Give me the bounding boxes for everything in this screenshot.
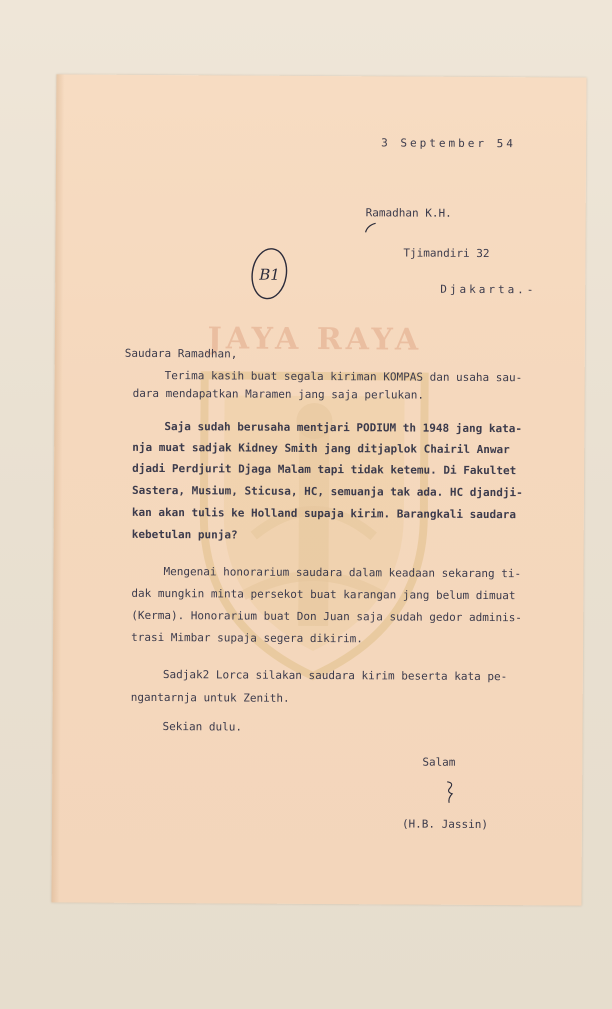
para2-line5: kan akan tulis ke Holland supaja kirim. Barangkali saudara [131, 505, 517, 522]
para4-line2: ngantarnja untuk Zenith. [130, 690, 290, 705]
date-line: 3 September 54 [381, 136, 516, 151]
circled-annotation [249, 246, 289, 302]
para3-line3: (Kerma). Honorarium buat Don Juan saja sudah gedor adminis- [131, 608, 522, 625]
para4-line1: Sadjak2 Lorca silakan saudara kirim beserta kata pe- [162, 668, 508, 684]
recipient-name: Ramadhan K.H. [365, 206, 452, 220]
para2-line3: djadi Perdjurit Djaga Malam tapi tidak ketemu. Di Fakultet [132, 461, 517, 478]
para5-line1: Sekian dulu. [162, 720, 243, 734]
para2-line6: kebetulan punja? [131, 527, 238, 542]
salutation: Saudara Ramadhan, [124, 346, 238, 361]
circled-mark-text: B1 [259, 265, 280, 284]
para2-line2: nja muat sadjak Kidney Smith jang ditjaplok Chairil Anwar [132, 440, 510, 457]
para2-line4: Sastera, Musium, Sticusa, HC, semuanja tak ada. HC djandji- [131, 483, 523, 500]
pen-tick-icon [364, 222, 378, 234]
signature-scribble [442, 779, 458, 805]
signature-name: (H.B. Jassin) [401, 817, 489, 832]
para2-line1: Saja sudah berusaha mentjari PODIUM th 1948 jang kata- [164, 420, 523, 436]
recipient-city: Djakarta.- [440, 282, 537, 297]
closing: Salam [422, 755, 456, 769]
para3-line1: Mengenai honorarium saudara dalam keadaan sekarang ti- [163, 565, 522, 581]
recipient-street: Tjimandiri 32 [403, 246, 490, 261]
para1-line2: dara mendapatkan Maramen jang saja perlukan. [132, 386, 425, 402]
para3-line4: trasi Mimbar supaja segera dikirim. [131, 630, 363, 646]
para3-line2: dak mungkin minta persekot buat karangan jang belum dimuat [131, 586, 516, 603]
letter-sheet [51, 74, 586, 905]
para1-line1: Terima kasih buat segala kiriman KOMPAS dan usaha sau- [164, 369, 523, 385]
watermark-text: JAYA RAYA [207, 321, 423, 358]
